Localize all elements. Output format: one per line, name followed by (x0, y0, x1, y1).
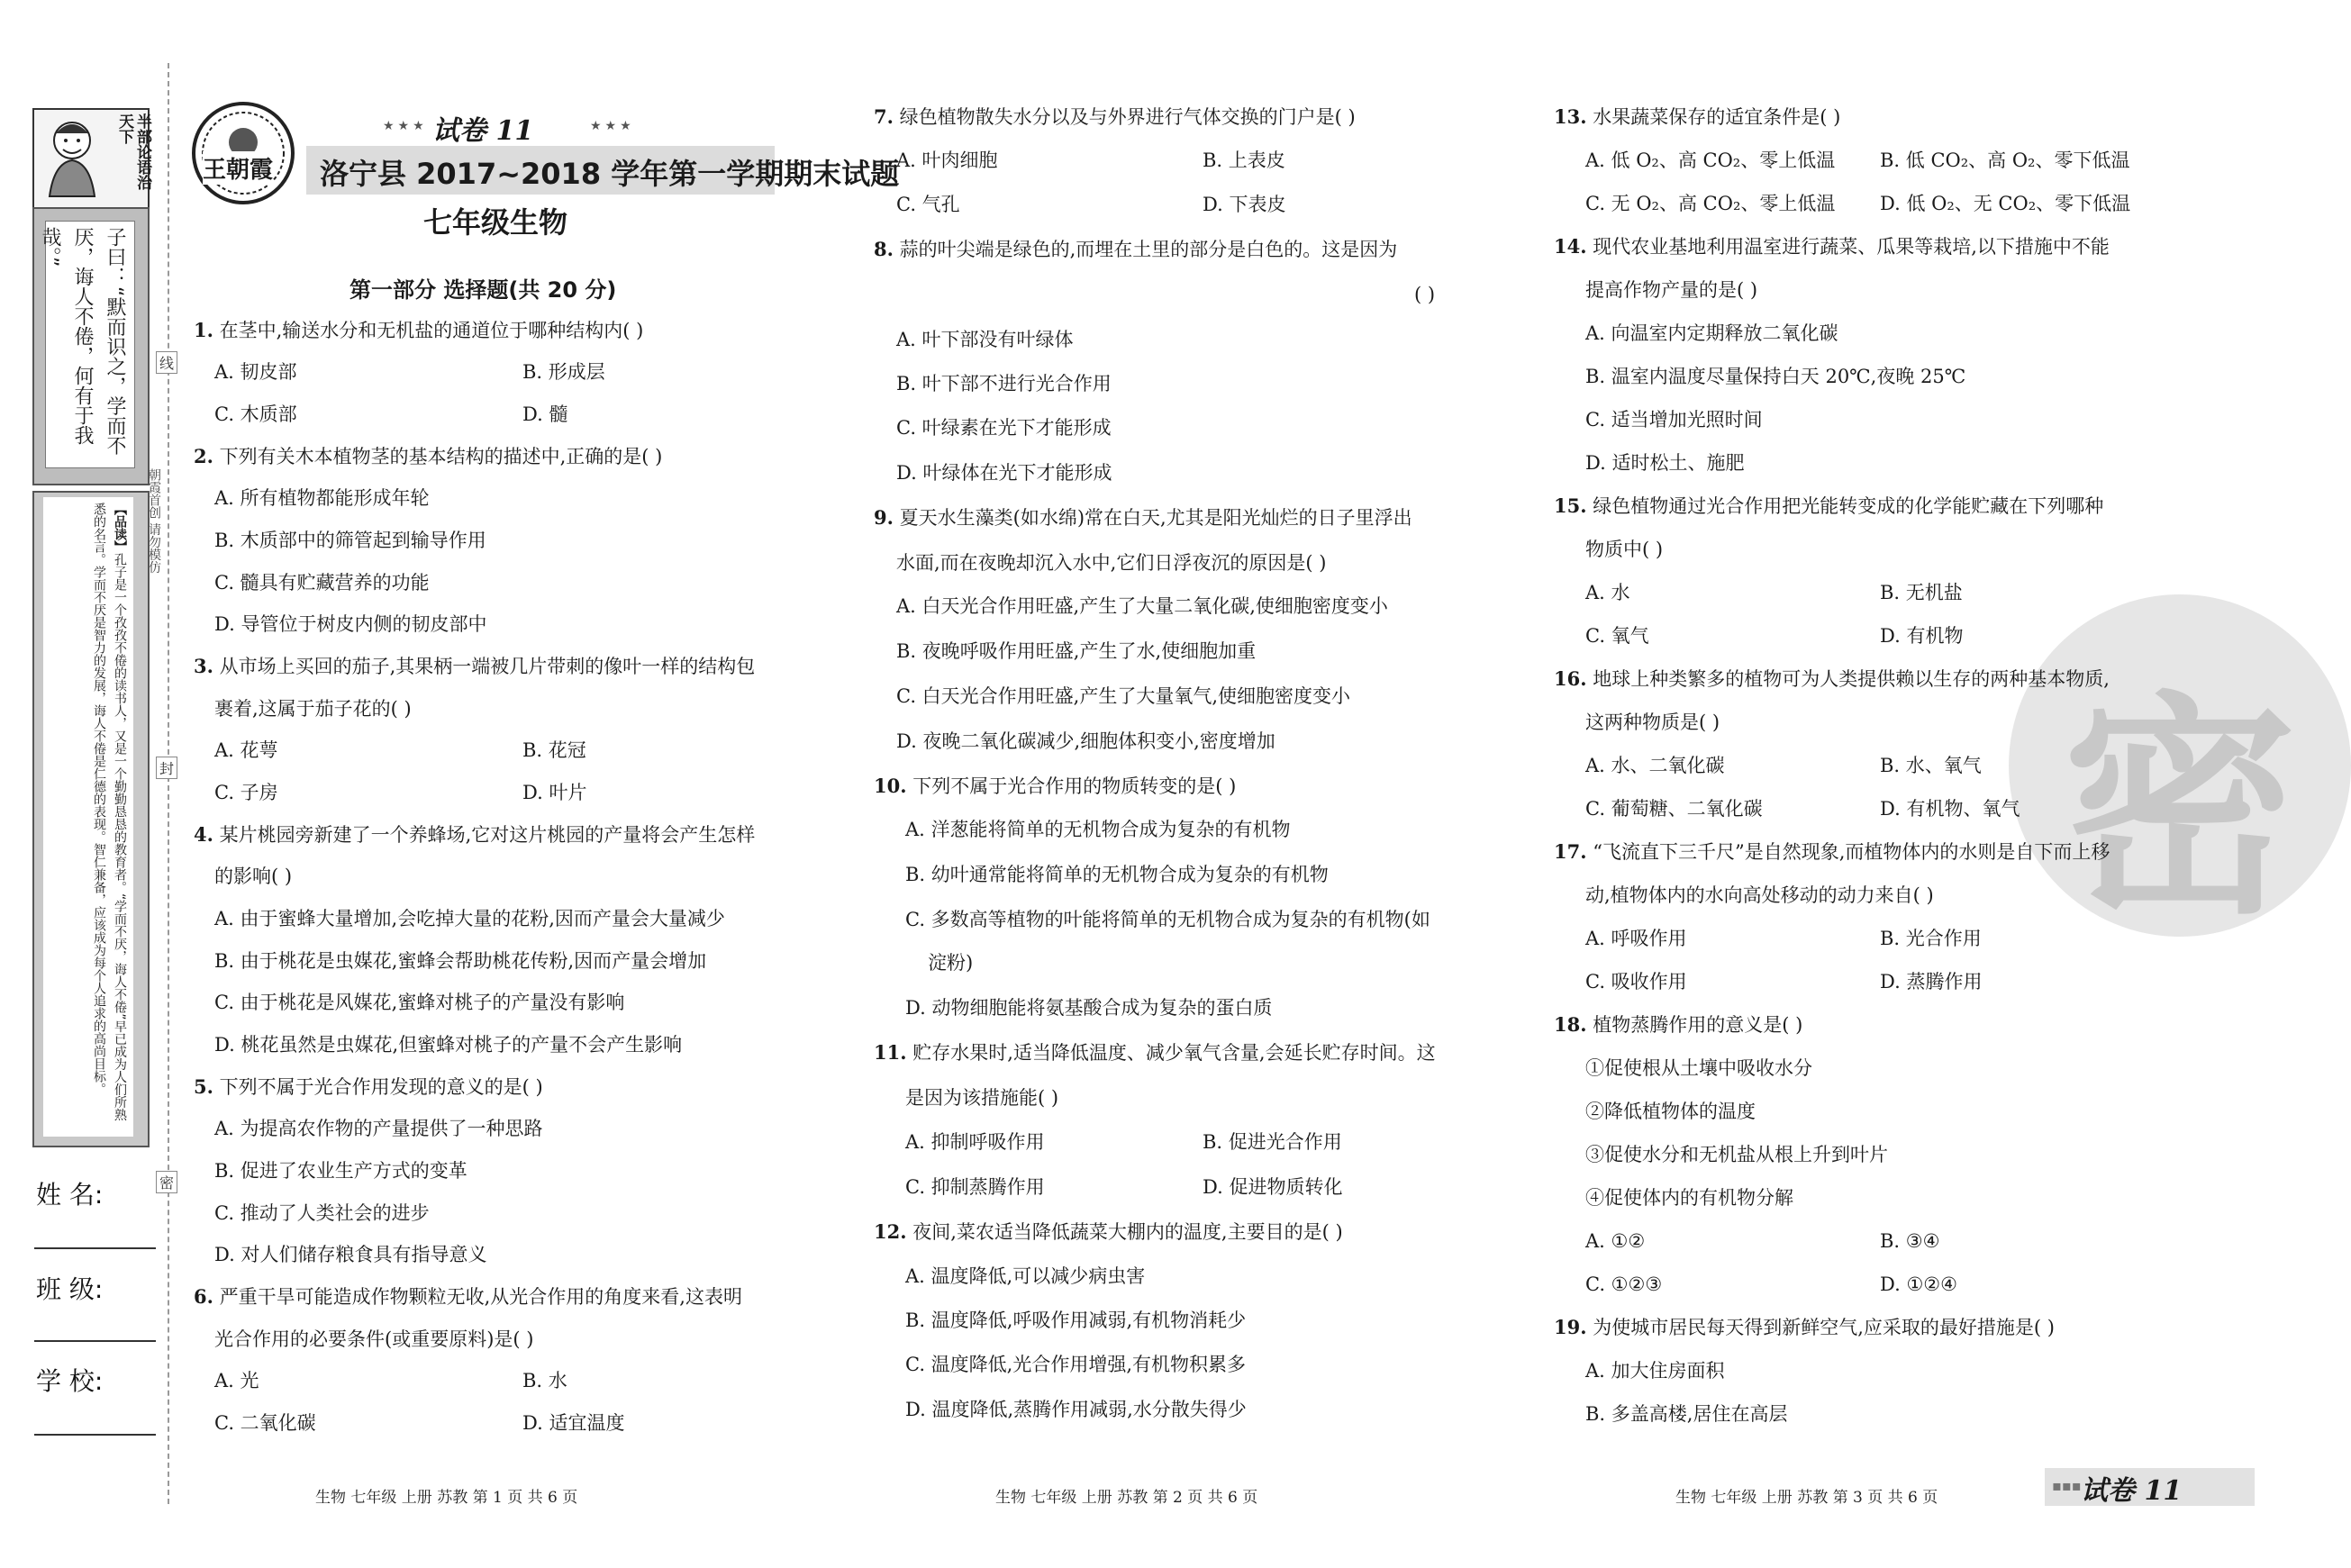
q3-option-a[interactable]: A. 花萼 (214, 739, 278, 761)
question-13: 13. 水果蔬菜保存的适宜条件是( ) (1554, 105, 1841, 128)
q5-option-b[interactable]: B. 促进了农业生产方式的变革 (214, 1160, 467, 1182)
q8-option-a[interactable]: A. 叶下部没有叶绿体 (896, 329, 1074, 350)
page-footer-1: 生物 七年级 上册 苏教 第 1 页 共 6 页 (315, 1489, 578, 1507)
question-12: 12. 夜间,菜农适当降低蔬菜大棚内的温度,主要目的是( ) (874, 1220, 1343, 1243)
question-16-line-2: 这两种物质是( ) (1585, 711, 1720, 733)
q2-option-b[interactable]: B. 木质部中的筛管起到输导作用 (214, 530, 486, 551)
q1-option-a[interactable]: A. 韧皮部 (214, 361, 297, 383)
binding-mark-line: 线 (156, 351, 177, 374)
name-label: 姓 名: (36, 1180, 104, 1210)
q10-option-d[interactable]: D. 动物细胞能将氨基酸合成为复杂的蛋白质 (905, 997, 1273, 1019)
q1-option-c[interactable]: C. 木质部 (214, 403, 297, 425)
question-14-line-2: 提高作物产量的是( ) (1585, 279, 1758, 301)
q11-option-b[interactable]: B. 促进光合作用 (1203, 1131, 1342, 1153)
question-19: 19. 为使城市居民每天得到新鲜空气,应采取的最好措施是( ) (1554, 1316, 2055, 1338)
class-label: 班 级: (36, 1274, 104, 1304)
school-line[interactable] (34, 1434, 156, 1436)
q12-option-c[interactable]: C. 温度降低,光合作用增强,有机物积累多 (905, 1354, 1247, 1375)
question-5: 5. 下列不属于光合作用发现的意义的是( ) (194, 1075, 543, 1098)
question-17-line-2: 动,植物体内的水向高处移动的动力来自( ) (1585, 884, 1934, 906)
q10-option-c[interactable]: C. 多数高等植物的叶能将简单的无机物合成为复杂的有机物(如 (905, 909, 1430, 930)
section-title: 第一部分 选择题(共 20 分) (349, 277, 617, 303)
q6-option-a[interactable]: A. 光 (214, 1370, 259, 1391)
quote-line-2: 厌，诲人不倦，何有于我哉。” (39, 227, 94, 445)
question-15: 15. 绿色植物通过光合作用把光能转变成的化学能贮藏在下列哪种 (1554, 494, 2104, 517)
q5-option-c[interactable]: C. 推动了人类社会的进步 (214, 1202, 430, 1224)
q8-option-d[interactable]: D. 叶绿体在光下才能形成 (896, 462, 1112, 484)
confucius-cartoon-icon (36, 113, 108, 199)
page-footer-2: 生物 七年级 上册 苏教 第 2 页 共 6 页 (995, 1489, 1258, 1507)
q6-option-d[interactable]: D. 适宜温度 (522, 1412, 625, 1434)
exam-number-tag: 试卷 11 (432, 115, 534, 147)
q7-option-d[interactable]: D. 下表皮 (1203, 194, 1286, 215)
q18-option-a[interactable]: A. ①② (1585, 1230, 1646, 1252)
question-10: 10. 下列不属于光合作用的物质转变的是( ) (874, 775, 1237, 797)
binding-mark-secret: 密 (156, 1171, 177, 1193)
q19-option-a[interactable]: A. 加大住房面积 (1585, 1360, 1725, 1382)
subject-title: 七年级生物 (423, 205, 568, 240)
school-label: 学 校: (36, 1366, 104, 1396)
q9-option-a[interactable]: A. 白天光合作用旺盛,产生了大量二氧化碳,使细胞密度变小 (896, 595, 1388, 617)
q15-option-b[interactable]: B. 无机盐 (1880, 582, 1963, 603)
exam-title: 洛宁县 2017~2018 学年第一学期期末试题 (320, 157, 900, 191)
question-9: 9. 夏天水生藻类(如水绵)常在白天,尤其是阳光灿烂的日子里浮出 (874, 506, 1412, 529)
q18-statement-2: ②降低植物体的温度 (1585, 1101, 1756, 1122)
pindu-commentary (43, 497, 133, 1137)
q13-option-c[interactable]: C. 无 O₂、高 CO₂、零上低温 (1585, 193, 1836, 214)
quote-line-1: 子曰：“默而识之，学而不 (104, 227, 126, 456)
question-2: 2. 下列有关木本植物茎的基本结构的描述中,正确的是( ) (194, 445, 663, 467)
question-8-line-2: ( ) (1414, 284, 1436, 305)
q16-option-d[interactable]: D. 有机物、氧气 (1880, 798, 2020, 820)
q17-option-b[interactable]: B. 光合作用 (1880, 928, 1982, 949)
q19-option-b[interactable]: B. 多盖高楼,居住在高层 (1585, 1403, 1788, 1425)
q4-option-d[interactable]: D. 桃花虽然是虫媒花,但蜜蜂对桃子的产量不会产生影响 (214, 1034, 683, 1056)
q4-option-b[interactable]: B. 由于桃花是虫媒花,蜜蜂会帮助桃花传粉,因而产量会增加 (214, 950, 707, 972)
question-8: 8. 蒜的叶尖端是绿色的,而埋在土里的部分是白色的。这是因为 (874, 238, 1398, 260)
q14-option-d[interactable]: D. 适时松土、施肥 (1585, 452, 1745, 474)
q12-option-b[interactable]: B. 温度降低,呼吸作用减弱,有机物消耗少 (905, 1310, 1247, 1331)
q10-option-a[interactable]: A. 洋葱能将简单的无机物合成为复杂的有机物 (905, 819, 1291, 840)
question-11-line-2: 是因为该措施能( ) (905, 1087, 1059, 1109)
q7-option-a[interactable]: A. 叶肉细胞 (896, 150, 998, 171)
q2-option-c[interactable]: C. 髓具有贮藏营养的功能 (214, 572, 430, 594)
question-18: 18. 植物蒸腾作用的意义是( ) (1554, 1013, 1803, 1036)
q7-option-c[interactable]: C. 气孔 (896, 194, 960, 215)
question-14: 14. 现代农业基地利用温室进行蔬菜、瓜果等栽培,以下措施中不能 (1554, 235, 2110, 258)
q2-option-d[interactable]: D. 导管位于树皮内侧的韧皮部中 (214, 613, 487, 635)
q13-option-d[interactable]: D. 低 O₂、无 CO₂、零下低温 (1880, 193, 2131, 214)
question-4-line-2: 的影响( ) (214, 866, 293, 887)
confucius-quote (39, 221, 135, 468)
q9-option-b[interactable]: B. 夜晚呼吸作用旺盛,产生了水,使细胞加重 (896, 640, 1257, 662)
q10-option-b[interactable]: B. 幼叶通常能将简单的无机物合成为复杂的有机物 (905, 864, 1329, 885)
q1-option-d[interactable]: D. 髓 (522, 403, 568, 425)
q1-option-b[interactable]: B. 形成层 (522, 361, 605, 383)
q8-option-c[interactable]: C. 叶绿素在光下才能形成 (896, 417, 1112, 439)
page-footer-3: 生物 七年级 上册 苏教 第 3 页 共 6 页 (1675, 1489, 1938, 1507)
binding-mark-seal: 封 (156, 757, 177, 779)
q6-option-b[interactable]: B. 水 (522, 1370, 567, 1391)
q16-option-a[interactable]: A. 水、二氧化碳 (1585, 755, 1725, 776)
q17-option-c[interactable]: C. 吸收作用 (1585, 971, 1687, 992)
q17-option-d[interactable]: D. 蒸腾作用 (1880, 971, 1983, 992)
q14-option-c[interactable]: C. 适当增加光照时间 (1585, 409, 1763, 431)
q15-option-a[interactable]: A. 水 (1585, 582, 1630, 603)
q12-option-d[interactable]: D. 温度降低,蒸腾作用减弱,水分散失得少 (905, 1399, 1247, 1420)
q7-option-b[interactable]: B. 上表皮 (1203, 150, 1285, 171)
question-9-line-2: 水面,而在夜晚却沉入水中,它们日浮夜沉的原因是( ) (896, 552, 1327, 574)
credit-note: 朝霞首创 请勿模仿 (147, 468, 161, 574)
q6-option-c[interactable]: C. 二氧化碳 (214, 1412, 316, 1434)
q3-option-b[interactable]: B. 花冠 (522, 739, 586, 761)
q3-option-c[interactable]: C. 子房 (214, 782, 278, 803)
q18-statement-4: ④促使体内的有机物分解 (1585, 1187, 1793, 1209)
q15-option-c[interactable]: C. 氧气 (1585, 625, 1649, 647)
q13-option-a[interactable]: A. 低 O₂、高 CO₂、零上低温 (1585, 150, 1836, 171)
question-1: 1. 在茎中,输送水分和无机盐的通道位于哪种结构内( ) (194, 319, 644, 341)
q13-option-b[interactable]: B. 低 CO₂、高 O₂、零下低温 (1880, 150, 2130, 171)
question-17: 17. “飞流直下三千尺”是自然现象,而植物体内的水则是自下而上移 (1554, 840, 2110, 863)
question-3-line-2: 裹着,这属于茄子花的( ) (214, 698, 412, 720)
q18-statement-1: ①促使根从土壤中吸收水分 (1585, 1057, 1812, 1079)
publisher-logo-text: 王朝霞 (203, 151, 273, 185)
q11-option-d[interactable]: D. 促进物质转化 (1203, 1176, 1343, 1198)
q2-option-a[interactable]: A. 所有植物都能形成年轮 (214, 487, 430, 509)
q15-option-d[interactable]: D. 有机物 (1880, 625, 1964, 647)
question-16: 16. 地球上种类繁多的植物可为人类提供赖以生存的两种基本物质, (1554, 667, 2110, 690)
q18-option-d[interactable]: D. ①②④ (1880, 1273, 1957, 1295)
q11-option-c[interactable]: C. 抑制蒸腾作用 (905, 1176, 1045, 1198)
star-left-icon: ★★★ (383, 119, 428, 133)
q9-option-c[interactable]: C. 白天光合作用旺盛,产生了大量氧气,使细胞密度变小 (896, 685, 1351, 707)
pindu-label: 【品读】 (113, 503, 127, 553)
q18-option-b[interactable]: B. ③④ (1880, 1230, 1940, 1252)
q18-option-c[interactable]: C. ①②③ (1585, 1273, 1663, 1295)
q11-option-a[interactable]: A. 抑制呼吸作用 (905, 1131, 1045, 1153)
q3-option-d[interactable]: D. 叶片 (522, 782, 587, 803)
class-line[interactable] (34, 1340, 156, 1342)
question-11: 11. 贮存水果时,适当降低温度、减少氧气含量,会延长贮存时间。这 (874, 1041, 1436, 1064)
binding-cut-line (168, 63, 169, 1504)
q4-option-c[interactable]: C. 由于桃花是风媒花,蜜蜂对桃子的产量没有影响 (214, 992, 625, 1013)
question-3: 3. 从市场上买回的茄子,其果柄一端被几片带刺的像叶一样的结构包 (194, 655, 756, 677)
q16-option-b[interactable]: B. 水、氧气 (1880, 755, 1982, 776)
question-6: 6. 严重干旱可能造成作物颗粒无收,从光合作用的角度来看,这表明 (194, 1285, 742, 1308)
name-line[interactable] (34, 1247, 156, 1249)
q18-statement-3: ③促使水分和无机盐从根上升到叶片 (1585, 1144, 1888, 1165)
q17-option-a[interactable]: A. 呼吸作用 (1585, 928, 1687, 949)
footer-exam-tag: 试卷 11 (2081, 1475, 2183, 1507)
secret-stamp-char: 密 (2063, 674, 2297, 946)
q5-option-d[interactable]: D. 对人们储存粮食具有指导意义 (214, 1244, 487, 1265)
q14-option-b[interactable]: B. 温室内温度尽量保持白天 20℃,夜晚 25℃ (1585, 366, 1966, 387)
footer-dots-icon: ▪▪▪ (2052, 1477, 2082, 1494)
question-6-line-2: 光合作用的必要条件(或重要原料)是( ) (214, 1328, 534, 1350)
motto-text: 半部论语治天下 (115, 113, 151, 190)
q4-option-a[interactable]: A. 由于蜜蜂大量增加,会吃掉大量的花粉,因而产量会大量减少 (214, 908, 725, 929)
q9-option-d[interactable]: D. 夜晚二氧化碳减少,细胞体积变小,密度增加 (896, 730, 1275, 752)
question-7: 7. 绿色植物散失水分以及与外界进行气体交换的门户是( ) (874, 105, 1356, 128)
question-4: 4. 某片桃园旁新建了一个养蜂场,它对这片桃园的产量将会产生怎样 (194, 823, 756, 846)
star-right-icon: ★★★ (590, 119, 635, 133)
q16-option-c[interactable]: C. 葡萄糖、二氧化碳 (1585, 798, 1763, 820)
q8-option-b[interactable]: B. 叶下部不进行光合作用 (896, 373, 1112, 394)
q14-option-a[interactable]: A. 向温室内定期释放二氧化碳 (1585, 322, 1838, 344)
q12-option-a[interactable]: A. 温度降低,可以减少病虫害 (905, 1265, 1146, 1287)
q5-option-a[interactable]: A. 为提高农作物的产量提供了一种思路 (214, 1118, 543, 1139)
q10-option-c-line-2: 淀粉) (928, 952, 974, 974)
pindu-text: 孔子是一个孜孜不倦的读书人，又是一个勤勤恳恳的教育者。“学而不厌，诲人不倦”早已成为人们所熟悉的名言。学而不厌是智力的发展，诲人不倦是仁德的表现。智仁兼备，应该成为每个人追求的高尚目标。 (92, 503, 127, 1121)
question-15-line-2: 物质中( ) (1585, 539, 1664, 560)
